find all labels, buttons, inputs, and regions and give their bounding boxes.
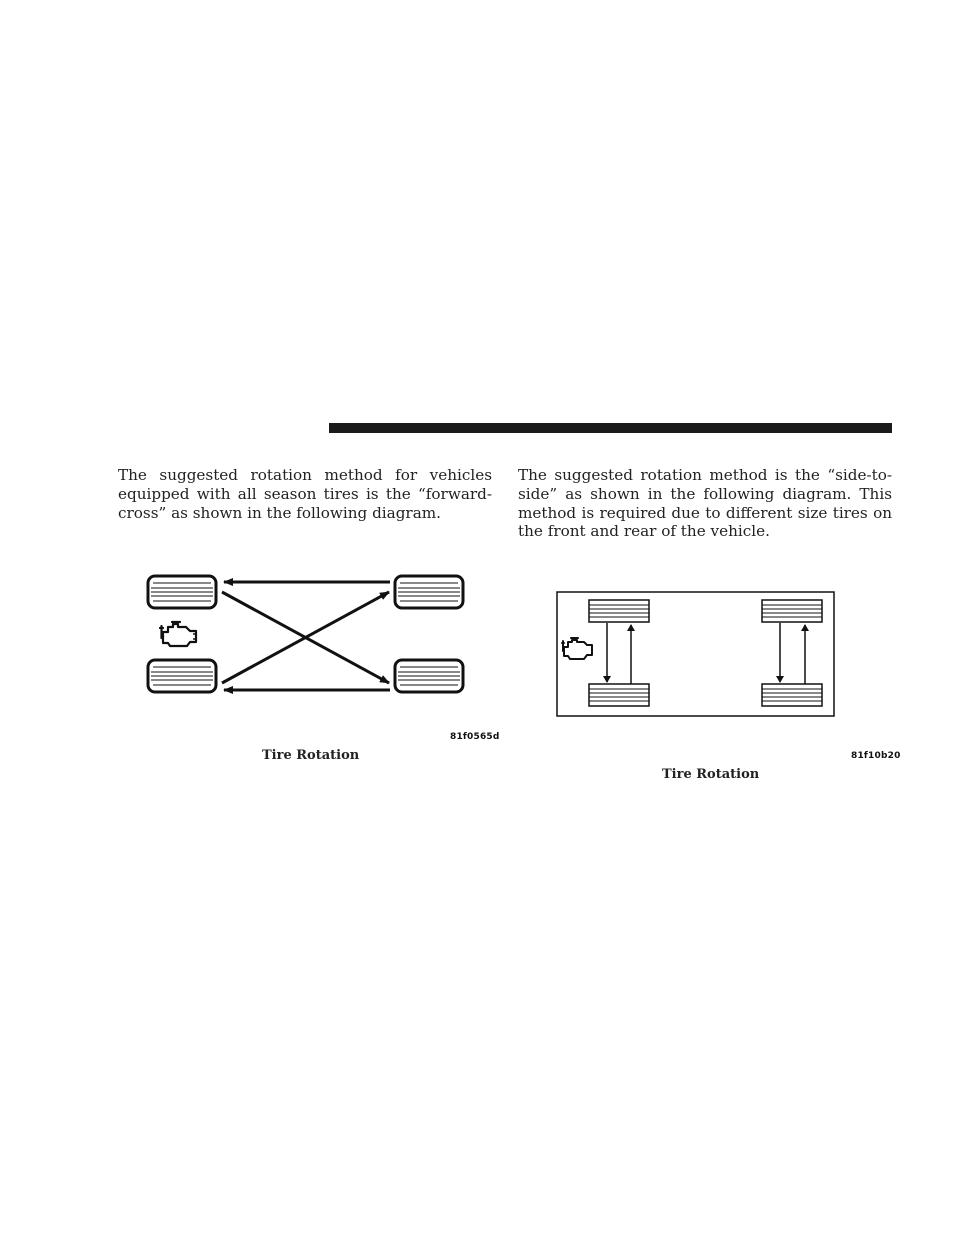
tire-rear-left [395, 576, 463, 608]
tire-front-right [589, 684, 649, 706]
side-to-side-diagram [556, 591, 836, 719]
figure-caption: Tire Rotation [262, 748, 360, 763]
forward-cross-diagram [140, 570, 480, 700]
tire-front-left [589, 600, 649, 622]
figure-caption: Tire Rotation [662, 767, 760, 782]
tire-rear-right [395, 660, 463, 692]
forward-cross-arrows [222, 582, 390, 690]
section-rule [329, 423, 892, 433]
figure-code: 81f10b20 [851, 751, 901, 761]
tire-front-left [148, 576, 216, 608]
side-to-side-paragraph: The suggested rotation method is the “side-to-side” as shown in the following diagram. This method is required due to different size tires on the front and rear of the vehicle. [518, 466, 892, 541]
tire-rear-right [762, 684, 822, 706]
engine-icon [160, 622, 197, 646]
tire-front-right [148, 660, 216, 692]
tire-rear-left [762, 600, 822, 622]
forward-cross-paragraph: The suggested rotation method for vehicles equipped with all season tires is the “forward-cross” as shown in the following diagram. [118, 466, 492, 522]
figure-code: 81f0565d [450, 732, 500, 742]
